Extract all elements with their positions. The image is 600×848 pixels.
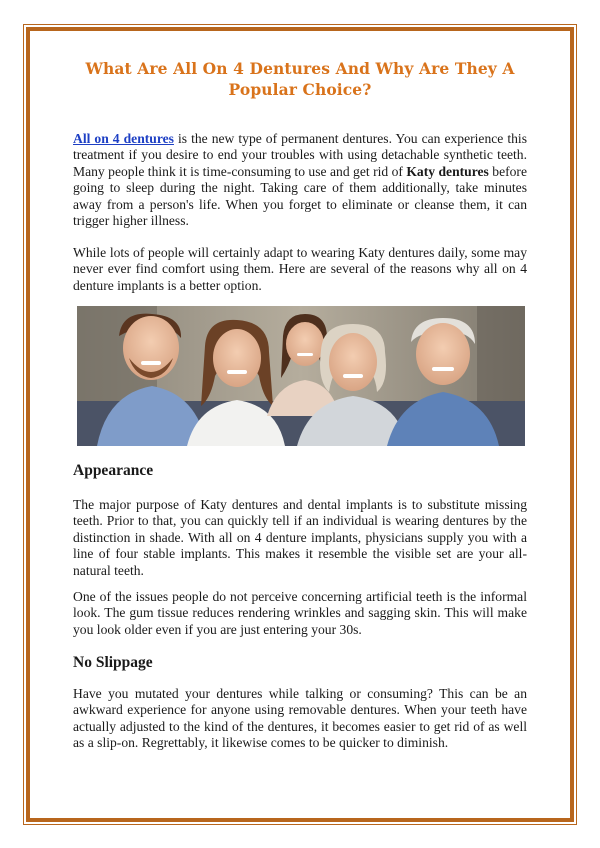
all-on-4-dentures-link[interactable]: All on 4 dentures [73, 131, 174, 146]
intro-text-part-2: before going to sleep during the night. Taking care of them additionally, take minutes away from a person's life. When you forget to eliminate or cleanse them, it can trigger higher illness. [73, 163, 527, 229]
katy-dentures-bold: Katy dentures [406, 163, 489, 179]
appearance-paragraph-2: One of the issues people do not perceive concerning artificial teeth is the informal look. The gum tissue reduces rendering wrinkles and sagging skin. This will make you look older even if you are just entering your 30s. [73, 589, 527, 637]
appearance-heading: Appearance [73, 462, 154, 479]
no-slippage-paragraph-1: Have you mutated your dentures while talking or consuming? This can be an awkward experience for anyone using removable dentures. When your teeth have actually adjusted to the kind of the dentures, it becomes easier to get rid of as well as a slip-on. Regrettably, it likewise comes to be quicker to diminish. [73, 686, 527, 751]
article-title: What Are All On 4 Dentures And Why Are They A Popular Choice? [85, 59, 515, 99]
family-photo [77, 306, 525, 446]
body-paragraph-2: While lots of people will certainly adapt to wearing Katy dentures daily, some may never ever find comfort using them. Here are several of the reasons why all on 4 denture implants is a better option. [73, 245, 527, 293]
intro-paragraph [73, 131, 527, 229]
no-slippage-heading: No Slippage [73, 654, 153, 671]
family-photo-illustration [77, 306, 525, 446]
intro-text-part-1: is the new type of permanent dentures. You can experience this treatment if you desire to end your troubles with using detachable synthetic teeth. Many people think it is time-consuming to use and get rid of [73, 131, 527, 179]
appearance-paragraph-1: The major purpose of Katy dentures and dental implants is to substitute missing teeth. Prior to that, you can quickly tell if an individual is wearing dentures by the distinction in shade. With all on 4 denture implants, physicians supply you with a line of four stable implants. This makes it resemble the visible set are your all-natural teeth. [73, 497, 527, 578]
